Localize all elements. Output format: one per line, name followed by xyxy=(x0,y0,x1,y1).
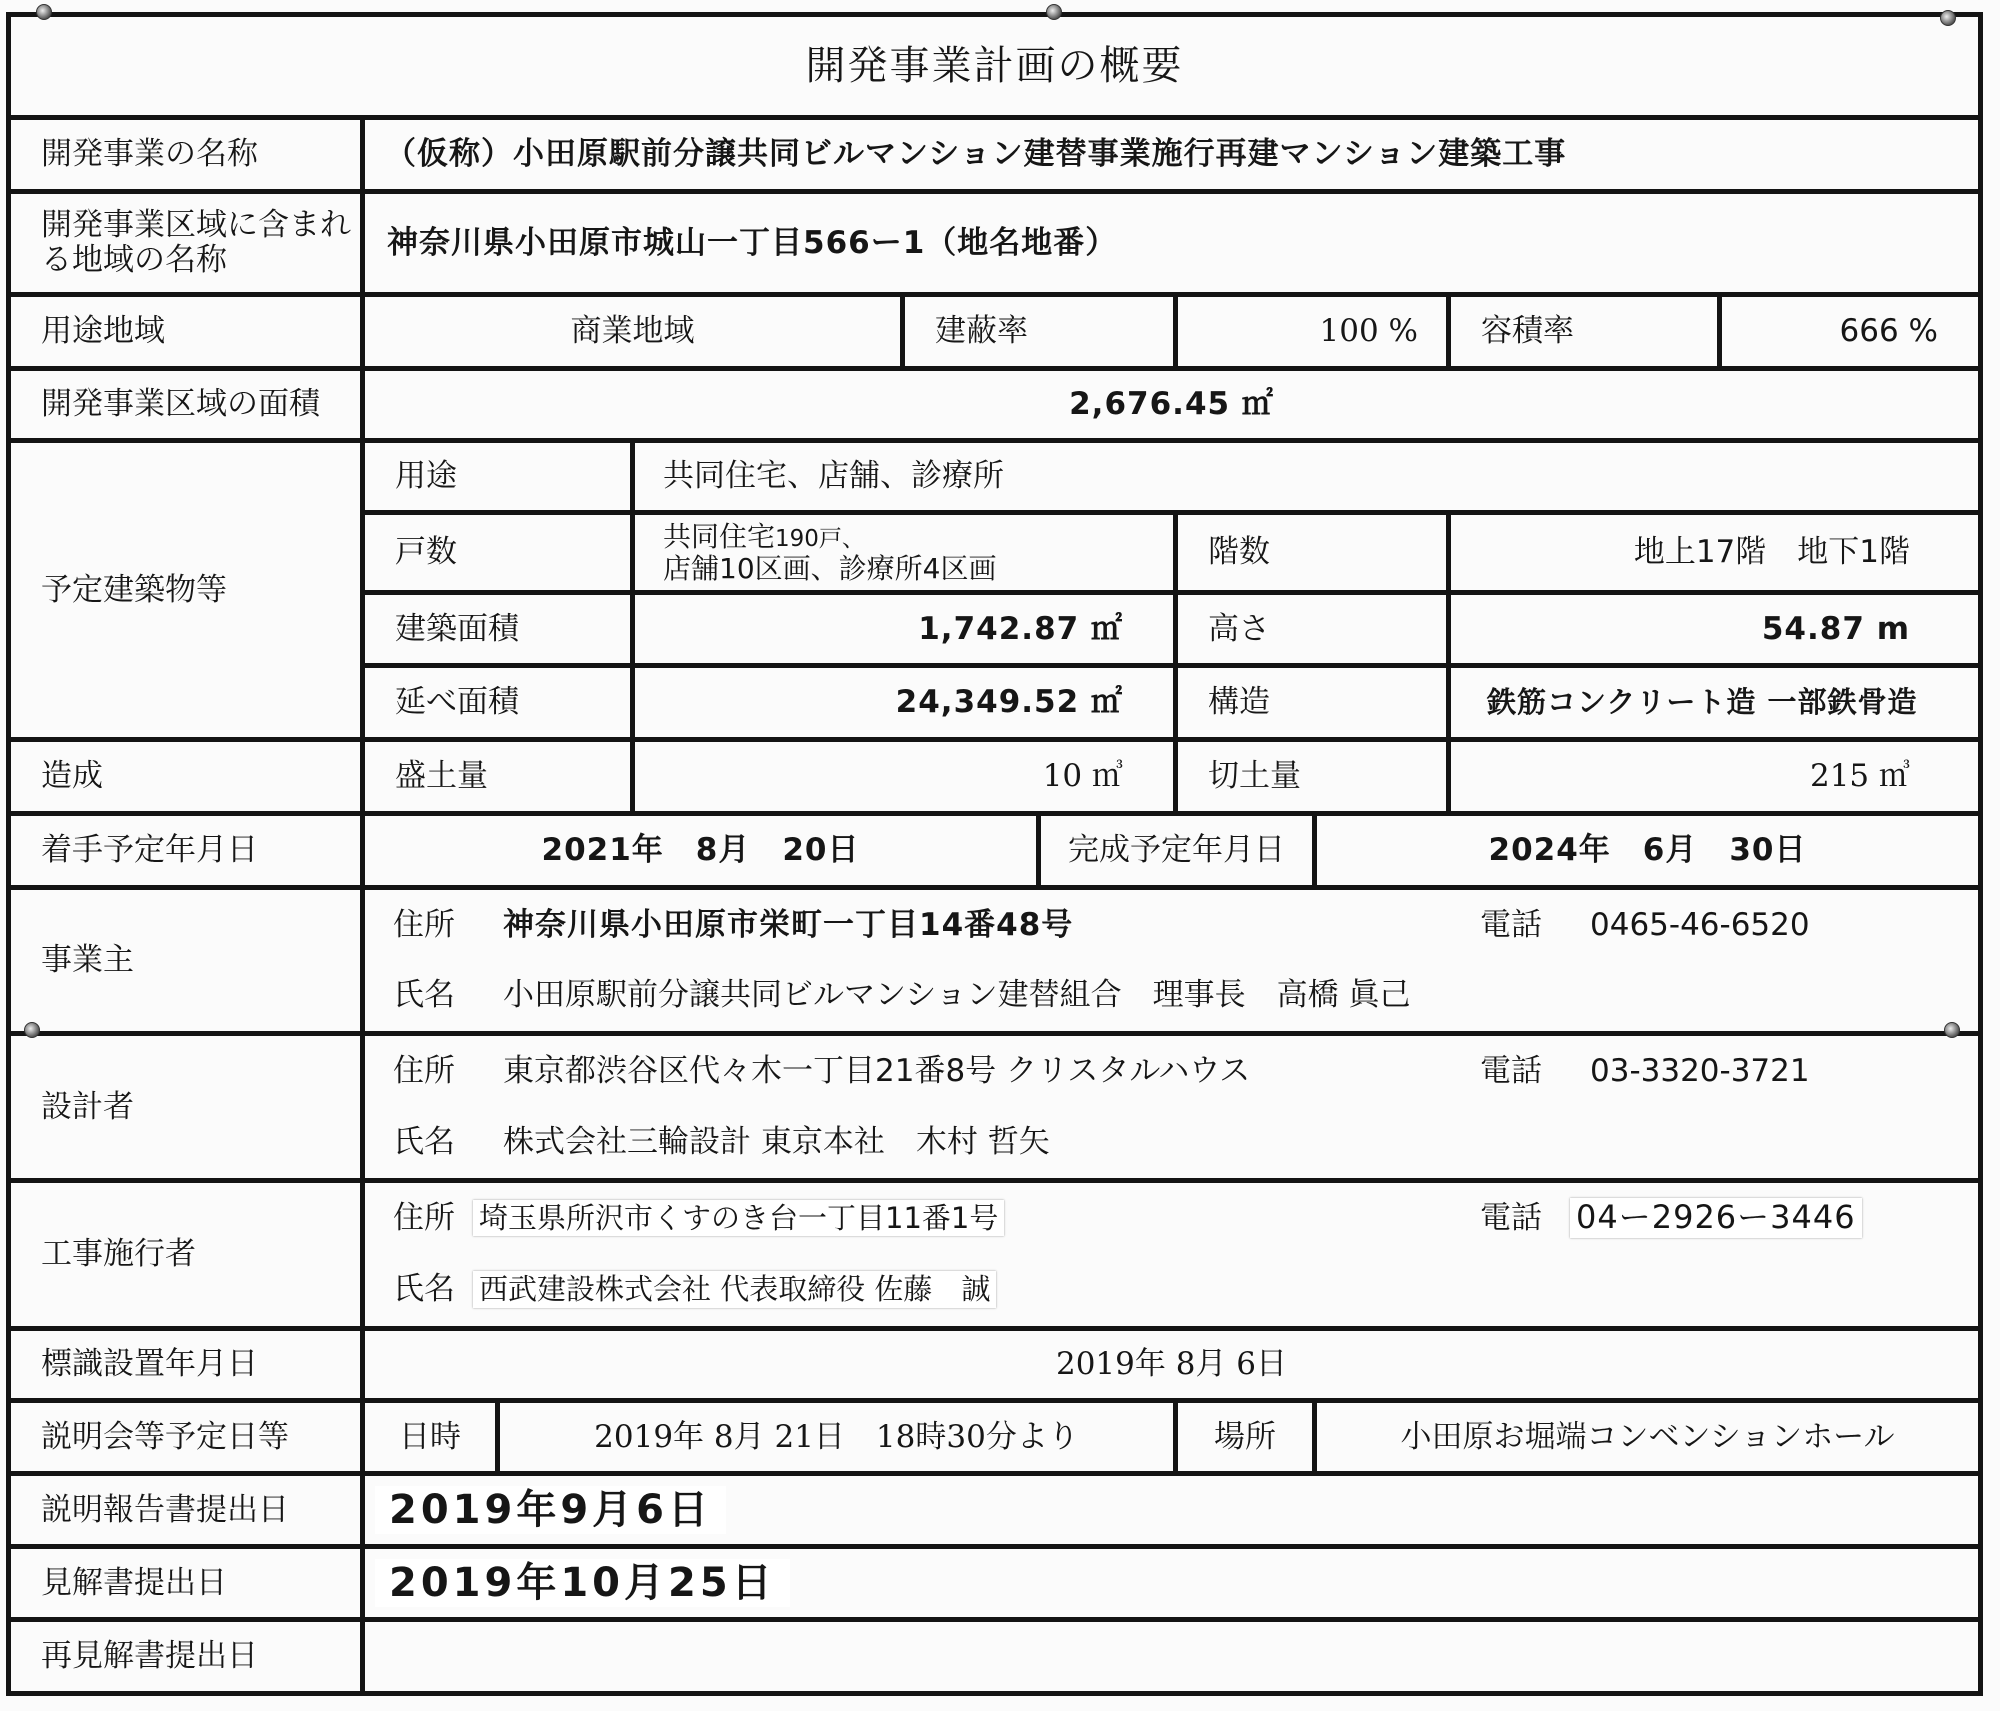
designer-name-row xyxy=(365,1106,1978,1178)
briefing-where: 小田原お堀端コンベンションホール xyxy=(1400,1418,1895,1455)
units-value xyxy=(635,515,1173,590)
project-name: （仮称）小田原駅前分譲共同ビルマンション建替事業施行再建マンション建築工事 xyxy=(385,136,1567,173)
contractor-address: 埼玉県所沢市くすのき台一丁目11番1号 xyxy=(473,1200,1004,1236)
label-report-date: 説明報告書提出日 xyxy=(41,1491,289,1528)
label-project-name: 開発事業の名称 xyxy=(41,136,258,173)
label-contractor-address: 住所 xyxy=(393,1199,455,1236)
site-area-value: 2,676.45 ㎡ xyxy=(1069,386,1274,423)
label-site-area: 開発事業区域の面積 xyxy=(41,386,320,423)
designer-name: 株式会社三輪設計 東京本社 木村 哲矢 xyxy=(503,1123,1050,1160)
label-far: 容積率 xyxy=(1481,313,1574,350)
label-height: 高さ xyxy=(1208,610,1270,647)
label-re-opinion-date: 再見解書提出日 xyxy=(41,1638,258,1675)
units-line2: 店舗10区画、診療所4区画 xyxy=(663,551,997,585)
opinion-date: 2019年10月25日 xyxy=(375,1559,790,1608)
contractor-name-row xyxy=(365,1253,1978,1326)
units-line1 xyxy=(663,521,865,553)
label-zoning: 用途地域 xyxy=(41,313,165,350)
far-value: 666 % xyxy=(1839,313,1938,350)
label-start-date: 着手予定年月日 xyxy=(41,832,258,869)
cut-value: 215 ㎥ xyxy=(1809,758,1910,795)
label-end-date: 完成予定年月日 xyxy=(1068,832,1285,869)
briefing-when: 2019年 8月 21日 18時30分より xyxy=(594,1418,1079,1455)
label-floor-area: 延べ面積 xyxy=(395,684,519,721)
label-designer-name: 氏名 xyxy=(393,1123,455,1160)
label-opinion-date: 見解書提出日 xyxy=(41,1564,227,1601)
label-designer-tel: 電話 xyxy=(1480,1052,1542,1089)
label-structure: 構造 xyxy=(1208,684,1270,721)
sign-date: 2019年 8月 6日 xyxy=(1055,1346,1288,1383)
label-owner: 事業主 xyxy=(41,942,134,979)
label-area-name-line2: る地域の名称 xyxy=(41,242,227,278)
page-title: 開発事業計画の概要 xyxy=(805,42,1184,89)
use-value: 共同住宅、店舗、診療所 xyxy=(663,458,1004,495)
label-owner-name: 氏名 xyxy=(393,977,455,1014)
floors-value: 地上17階 地下1階 xyxy=(1633,534,1910,571)
label-designer: 設計者 xyxy=(41,1088,134,1125)
label-area-name-line1: 開発事業区域に含まれ xyxy=(41,207,351,244)
report-date-cell xyxy=(365,1476,1978,1544)
label-owner-address: 住所 xyxy=(393,906,455,943)
footprint-value: 1,742.87 ㎡ xyxy=(918,610,1123,647)
label-cut: 切土量 xyxy=(1208,758,1301,795)
contractor-tel-row xyxy=(1480,1183,1950,1253)
height-value: 54.87 m xyxy=(1761,610,1910,647)
owner-name: 小田原駅前分譲共同ビルマンション建替組合 理事長 高橋 眞己 xyxy=(503,977,1411,1014)
start-date: 2021年 8月 20日 xyxy=(541,832,860,869)
coverage-value: 100 % xyxy=(1319,313,1418,350)
label-coverage: 建蔽率 xyxy=(935,313,1028,350)
label-briefing: 説明会等予定日等 xyxy=(41,1418,289,1455)
area-name: 神奈川県小田原市城山一丁目566ー1（地名地番） xyxy=(387,224,1118,261)
label-contractor: 工事施行者 xyxy=(41,1236,196,1273)
end-date: 2024年 6月 30日 xyxy=(1488,832,1807,869)
structure-value: 鉄筋コンクリート造 一部鉄骨造 xyxy=(1487,685,1918,720)
label-owner-tel: 電話 xyxy=(1480,906,1542,943)
owner-name-row xyxy=(365,960,1978,1031)
border-right xyxy=(1978,12,1983,1696)
designer-address: 東京都渋谷区代々木一丁目21番8号 クリスタルハウス xyxy=(503,1052,1251,1089)
owner-address: 神奈川県小田原市栄町一丁目14番48号 xyxy=(503,906,1074,943)
floor-area-value: 24,349.52 ㎡ xyxy=(895,684,1123,721)
owner-tel-row xyxy=(1480,890,1900,960)
opinion-date-cell xyxy=(365,1549,1978,1617)
label-contractor-tel: 電話 xyxy=(1480,1199,1542,1236)
label-units: 戸数 xyxy=(395,534,457,571)
label-briefing-when: 日時 xyxy=(399,1418,461,1455)
designer-tel: 03-3320-3721 xyxy=(1590,1052,1810,1089)
designer-tel-row xyxy=(1480,1036,1900,1106)
label-designer-address: 住所 xyxy=(393,1052,455,1089)
label-fill: 盛土量 xyxy=(395,758,488,795)
label-contractor-name: 氏名 xyxy=(393,1271,455,1308)
zoning-value: 商業地域 xyxy=(570,313,695,350)
label-sign-date: 標識設置年月日 xyxy=(41,1346,258,1383)
re-opinion-date xyxy=(365,1622,1978,1691)
fill-value: 10 ㎥ xyxy=(1042,758,1123,795)
owner-tel: 0465-46-6520 xyxy=(1590,906,1810,943)
units-residential-count: 190戸、 xyxy=(775,525,865,552)
label-use: 用途 xyxy=(395,458,457,495)
label-area-name xyxy=(11,194,360,292)
label-briefing-where: 場所 xyxy=(1214,1418,1276,1455)
label-building: 予定建築物等 xyxy=(41,571,227,608)
label-floors: 階数 xyxy=(1208,534,1270,571)
contractor-name: 西武建設株式会社 代表取締役 佐藤 誠 xyxy=(473,1271,996,1307)
label-grading: 造成 xyxy=(41,758,103,795)
border-bottom xyxy=(6,1691,1982,1696)
units-residential-label: 共同住宅 xyxy=(663,519,776,553)
report-date: 2019年9月6日 xyxy=(375,1486,726,1535)
contractor-tel: 04ー2926ー3446 xyxy=(1570,1198,1862,1238)
label-footprint: 建築面積 xyxy=(395,610,519,647)
